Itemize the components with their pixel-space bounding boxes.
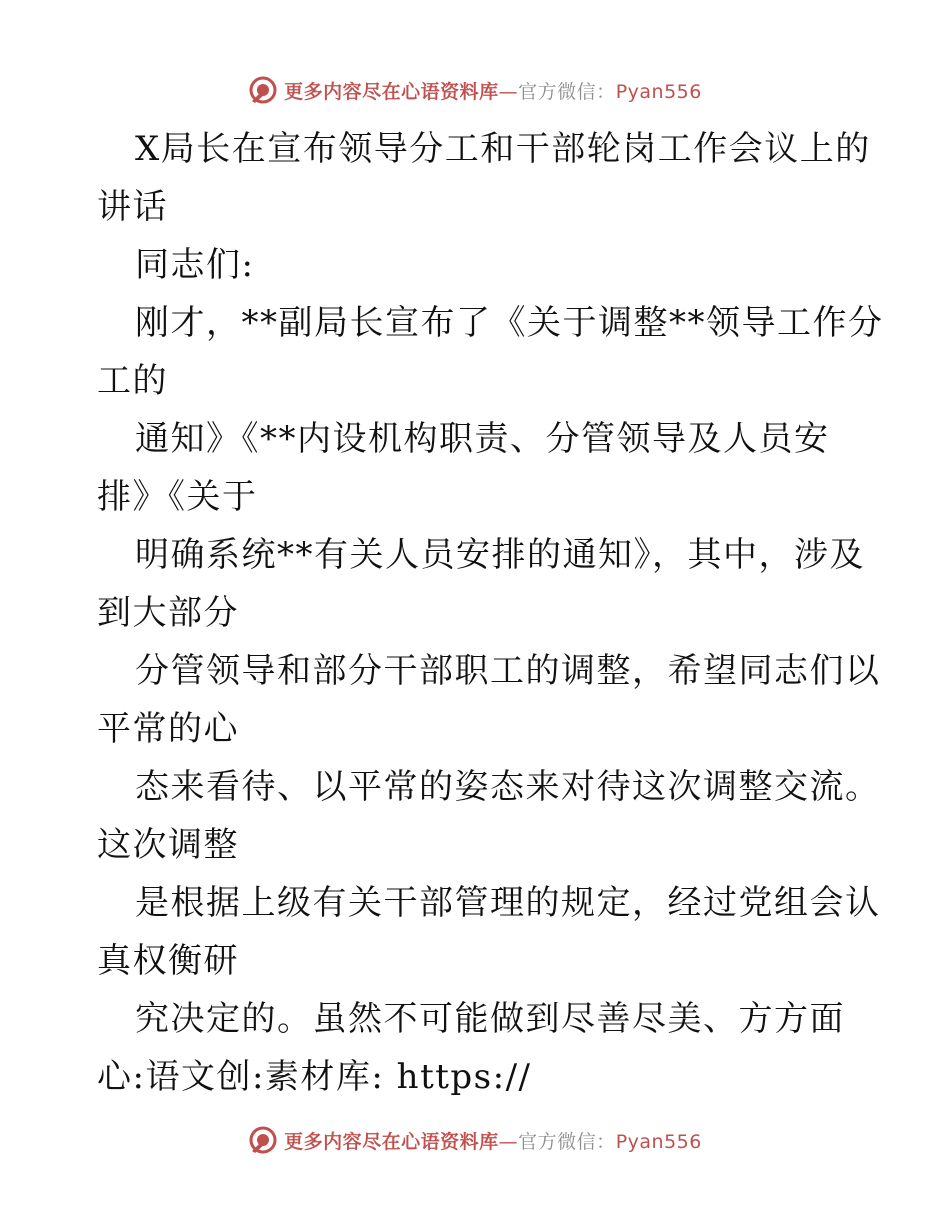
banner-dash: —: [498, 1130, 519, 1153]
banner-wechat-id: Pyan556: [615, 1130, 702, 1153]
banner-site-name: 更多内容尽在心语资料库: [284, 80, 499, 103]
document-text-line: 明确系统**有关人员安排的通知》，其中，涉及: [135, 535, 865, 575]
document-text-line: 分管领导和部分干部职工的调整，希望同志们以: [135, 651, 881, 691]
document-text-line: 排》《关于: [97, 477, 258, 517]
document-text-line: 是根据上级有关干部管理的规定，经过党组会认: [135, 883, 881, 923]
document-text-line: 态来看待、以平常的姿态来对待这次调整交流。: [135, 767, 881, 807]
banner-colon: ：: [596, 1130, 616, 1153]
banner-wechat-label: 官方微信: [518, 1130, 597, 1153]
document-text-line: 心:语文创:素材库: https://: [97, 1057, 532, 1097]
document-text-line: 这次调整: [97, 825, 239, 865]
document-text-line: 同志们:: [135, 245, 255, 285]
banner-site-name: 更多内容尽在心语资料库: [284, 1130, 499, 1153]
banner-wechat-label: 官方微信: [518, 80, 597, 103]
footer-watermark-banner: [0, 1120, 950, 1160]
document-text-line: 刚才，**副局长宣布了《关于调整**领导工作分: [135, 303, 884, 343]
banner-dash: —: [498, 80, 519, 103]
document-text-line: 究决定的。虽然不可能做到尽善尽美、方方面: [135, 999, 845, 1039]
banner-colon: ：: [596, 80, 616, 103]
document-text-line: 到大部分: [97, 593, 239, 633]
document-text-line: 工的: [97, 361, 168, 401]
document-text-line: 真权衡研: [97, 941, 239, 981]
banner-wechat-id: Pyan556: [615, 80, 702, 103]
brush-pen-logo-icon: [248, 1125, 278, 1155]
document-title-line: X局长在宣布领导分工和干部轮岗工作会议上的: [135, 129, 871, 169]
document-text-line: 通知》《**内设机构职责、分管领导及人员安: [135, 419, 830, 459]
banner-text: [284, 1127, 702, 1154]
brush-pen-logo-icon: [248, 75, 278, 105]
header-watermark-banner: [0, 70, 950, 110]
document-text-line: 平常的心: [97, 709, 239, 749]
document-body: [97, 120, 884, 1106]
banner-text: [284, 77, 702, 104]
document-text-line: 讲话: [97, 187, 168, 227]
